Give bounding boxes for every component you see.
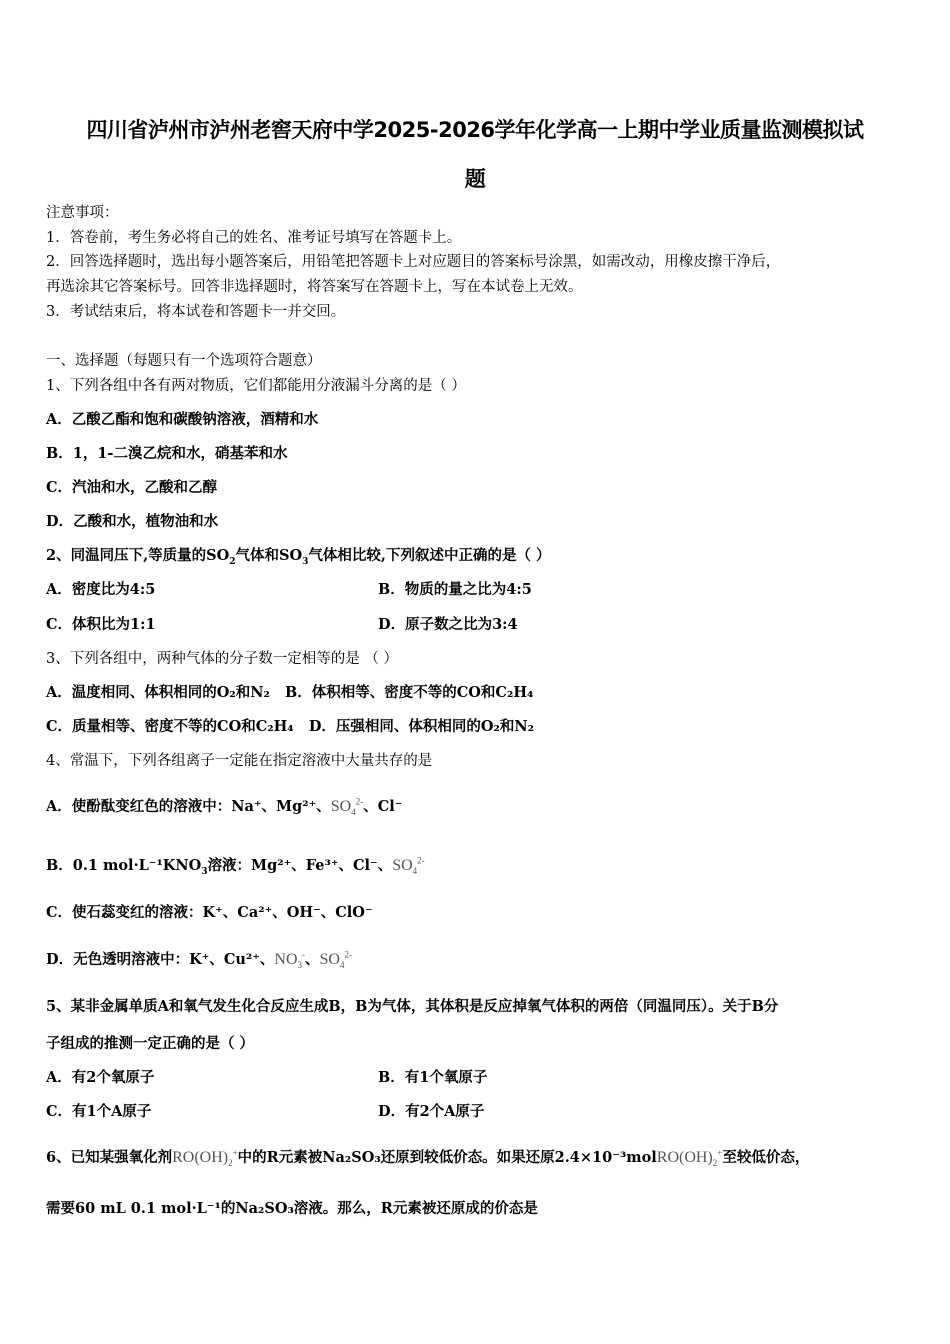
notice-item: 2．回答选择题时，选出每小题答案后，用铅笔把答题卡上对应题目的答案标号涂黑，如需改动，用橡皮擦干净后， xyxy=(46,254,781,270)
question-5-stem-continued: 子组成的推测一定正确的是（ ） xyxy=(46,1035,255,1052)
section-heading: 一、选择题（每题只有一个选项符合题意） xyxy=(46,353,322,369)
oxidant-ion: $RO(OH)_2^+$ xyxy=(656,1147,723,1169)
q5-option-c: C．有1个A原子 xyxy=(46,1103,152,1120)
question-6-stem-continued: 需要60 mL 0.1 mol·L⁻¹的Na₂SO₃溶液。那么，R元素被还原成的价态是 xyxy=(46,1200,538,1217)
q1-option-c: C．汽油和水，乙酸和乙醇 xyxy=(46,479,218,496)
q3-option-b: B．体积相等、密度不等的CO和C₂H₄ xyxy=(285,684,534,701)
question-1-stem: 1、下列各组中各有两对物质，它们都能用分液漏斗分离的是（ ） xyxy=(46,378,466,394)
question-3-stem: 3、下列各组中，两种气体的分子数一定相等的是 （ ） xyxy=(46,651,398,667)
q2-option-b: B．物质的量之比为4:5 xyxy=(378,581,532,598)
q4-option-b: B．0.1 $mol\cdot L^{-1}KNO_3$溶液：Mg²⁺、Fe³⁺、Cl⁻、$SO_4^{2-}$ xyxy=(46,855,425,877)
sulfate-ion: $SO_4^{2-}$ xyxy=(330,796,364,818)
q1-option-b: B．1，1-二溴乙烷和水，硝基苯和水 xyxy=(46,445,288,462)
exam-title-continued: 题 xyxy=(464,167,486,191)
q3-option-a: A．温度相同、体积相同的O₂和N₂ B．体积相等、密度不等的CO和C₂H₄ xyxy=(46,684,534,701)
q5-option-a: A．有2个氧原子 xyxy=(46,1069,155,1086)
q3-option-c: C．质量相等、密度不等的CO和C₂H₄ D．压强相同、体积相同的O₂和N₂ xyxy=(46,718,534,735)
question-5-stem: 5、某非金属单质A和氧气发生化合反应生成B，B为气体，其体积是反应掉氧气体积的两倍（同温同压）。关于B分 xyxy=(46,998,779,1015)
q4-option-c: C．使石蕊变红的溶液：K⁺、Ca²⁺、OH⁻、ClO⁻ xyxy=(46,904,373,921)
q1-option-d: D．乙酸和水，植物油和水 xyxy=(46,513,219,530)
sulfate-ion: $SO_4^{2-}$ xyxy=(319,949,352,971)
question-4-stem: 4、常温下，下列各组离子一定能在指定溶液中大量共存的是 xyxy=(46,753,433,769)
notice-item: 3．考试结束后，将本试卷和答题卡一并交回。 xyxy=(46,304,346,320)
q5-option-b: B．有1个氧原子 xyxy=(378,1069,488,1086)
q4-option-d: D．无色透明溶液中：K⁺、Cu²⁺、$NO_3^-$、$SO_4^{2-}$ xyxy=(46,949,352,971)
question-6-stem: 6、已知某强氧化剂$RO(OH)_2^+$中的R元素被Na₂SO₃还原到较低价态。如果还原$2.4\times 10^{-3}molRO(OH)_2^+$至较低价态， xyxy=(46,1147,810,1169)
q2-option-d: D．原子数之比为3:4 xyxy=(378,616,518,633)
q5-option-d: D．有2个A原子 xyxy=(378,1103,485,1120)
notice-item: 1．答卷前，考生务必将自己的姓名、准考证号填写在答题卡上。 xyxy=(46,230,462,246)
q2-option-a: A．密度比为4:5 xyxy=(46,581,156,598)
sulfate-ion: $SO_4^{2-}$ xyxy=(392,855,425,877)
oxidant-ion: $RO(OH)_2^+$ xyxy=(172,1147,238,1169)
exam-title: 四川省泸州市泸州老窖天府中学2025-2026学年化学高一上期中学业质量监测模拟试 xyxy=(86,118,864,142)
nitrate-ion: $NO_3^-$ xyxy=(274,949,306,971)
q2-option-c: C．体积比为1:1 xyxy=(46,616,156,633)
question-2-stem: 2、同温同压下,等质量的$SO_2$气体和$SO_3$气体相比较,下列叙述中正确的是（ ） xyxy=(46,547,551,567)
notice-heading: 注意事项： xyxy=(46,205,119,221)
q4-option-a: A．使酚酞变红色的溶液中：Na⁺、Mg²⁺、$SO_4^{2-}$、Cl⁻ xyxy=(46,796,403,818)
q3-option-d: D．压强相同、体积相同的O₂和N₂ xyxy=(308,718,534,735)
notice-item: 再选涂其它答案标号。回答非选择题时，将答案写在答题卡上，写在本试卷上无效。 xyxy=(46,279,583,295)
q1-option-a: A．乙酸乙酯和饱和碳酸钠溶液，酒精和水 xyxy=(46,411,319,428)
